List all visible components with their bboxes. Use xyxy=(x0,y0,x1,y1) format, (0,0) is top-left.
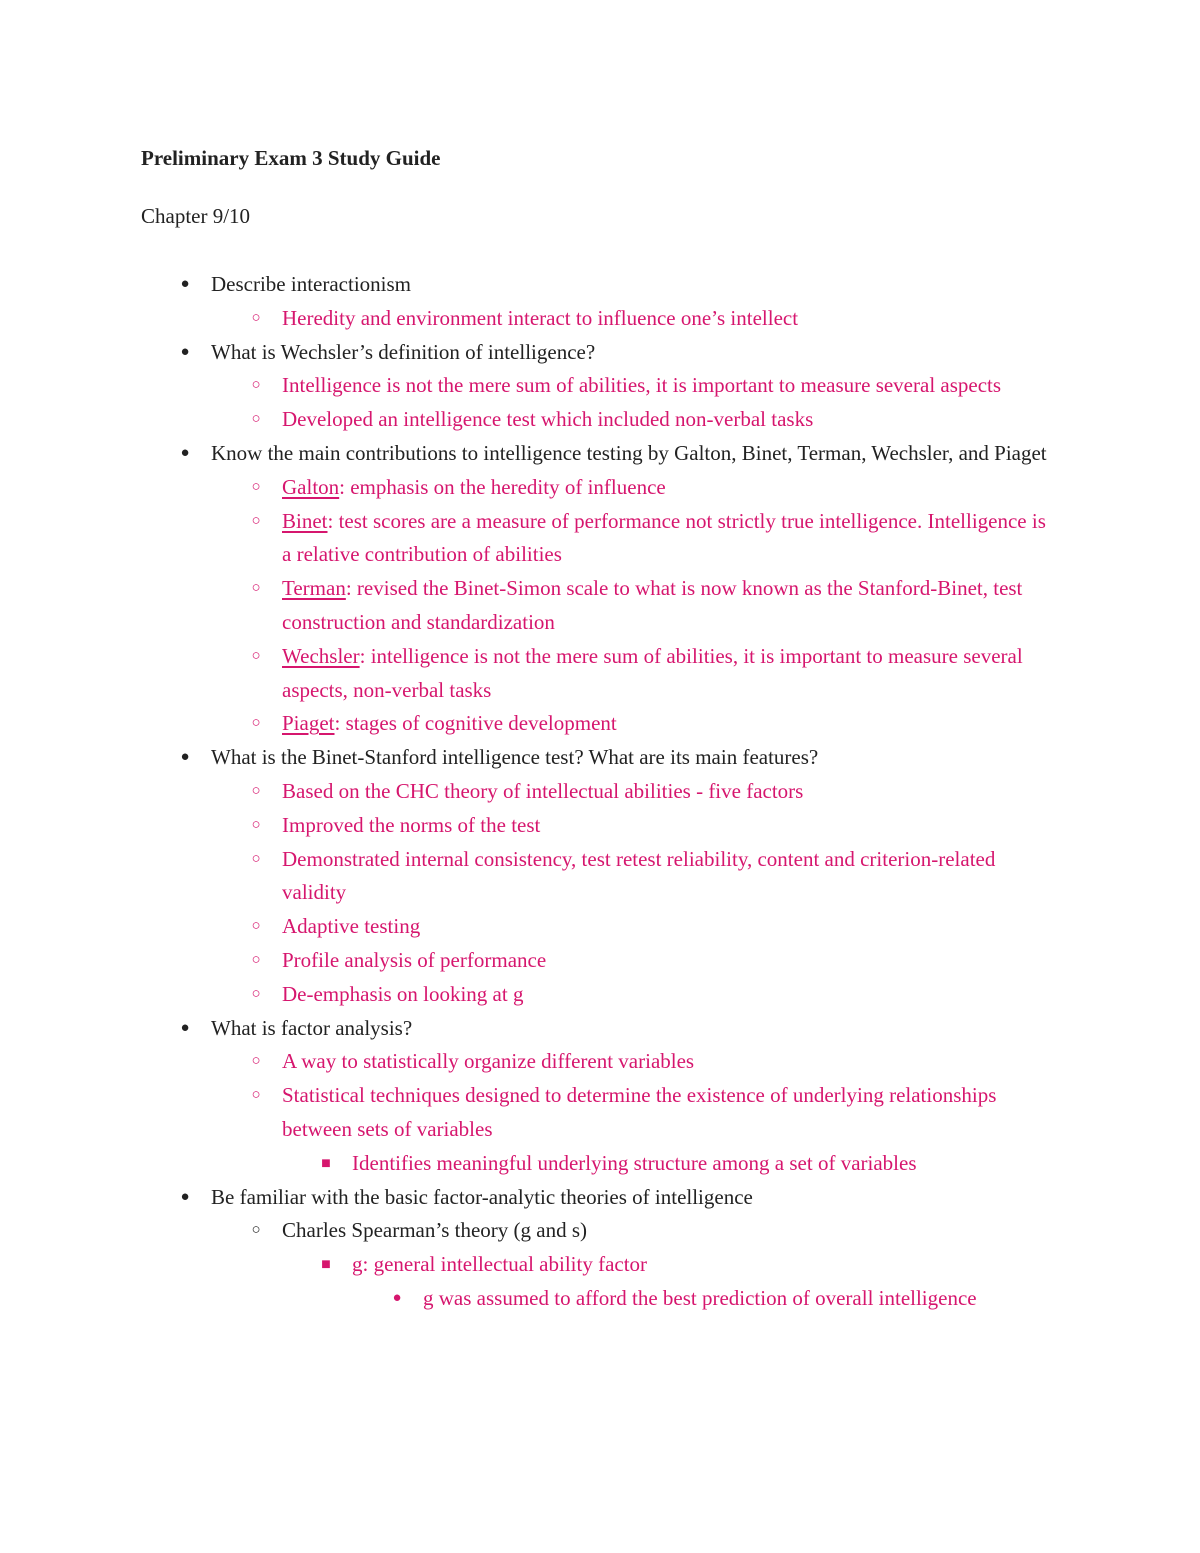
bullet-icon: ● xyxy=(180,1019,190,1036)
circle-bullet-icon: ○ xyxy=(251,918,261,935)
contribution-text: : intelligence is not the mere sum of abilities, it is important to measure several aspects, non-verbal tasks xyxy=(282,643,1023,702)
theory-text: Charles Spearman’s theory (g and s) xyxy=(282,1218,588,1243)
contribution-text: : revised the Binet-Simon scale to what is now known as the Stanford-Binet, test construction and standardization xyxy=(282,576,1023,634)
circle-bullet-icon: ○ xyxy=(251,715,261,732)
question-text: What is the Binet-Stanford intelligence test? What are its main features? xyxy=(211,745,819,770)
circle-bullet-icon: ○ xyxy=(251,478,261,495)
document-title: Preliminary Exam 3 Study Guide xyxy=(141,146,441,170)
answer-text: Statistical techniques designed to determine the existence of underlying relationships between sets of variables xyxy=(282,1083,997,1141)
bullet-icon: ● xyxy=(180,276,190,292)
circle-bullet-icon: ○ xyxy=(251,985,261,1002)
circle-bullet-icon: ○ xyxy=(251,816,261,833)
answer-item xyxy=(0,1079,1200,1147)
answer-item xyxy=(0,1045,1200,1079)
answer-text: Improved the norms of the test xyxy=(282,812,541,837)
circle-bullet-icon: ○ xyxy=(251,1053,261,1070)
answer-item xyxy=(0,775,1200,809)
contribution-text: : emphasis on the heredity of influence xyxy=(339,474,666,499)
answer-item xyxy=(0,978,1200,1012)
answer-text: Demonstrated internal consistency, test retest reliability, content and criterion-related validity xyxy=(282,846,996,905)
circle-bullet-icon: ○ xyxy=(251,647,261,664)
question-text: Describe interactionism xyxy=(211,272,412,296)
contributor-name: Piaget xyxy=(282,711,335,736)
question-binet-stanford xyxy=(0,741,1200,775)
question-text: Know the main contributions to intelligence testing by Galton, Binet, Terman, Wechsler, and Piaget xyxy=(211,440,1047,465)
answer-text: Identifies meaningful underlying structure among a set of variables xyxy=(352,1150,917,1175)
circle-bullet-icon: ○ xyxy=(251,782,261,799)
circle-bullet-icon: ○ xyxy=(251,377,261,394)
answer-text: g: general intellectual ability factor xyxy=(352,1252,648,1277)
answer-text: Heredity and environment interact to influence one’s intellect xyxy=(282,305,799,330)
answer-text: A way to statistically organize different variables xyxy=(282,1049,695,1074)
circle-bullet-icon: ○ xyxy=(251,850,261,867)
contribution-galton xyxy=(0,471,1200,505)
contribution-text: : stages of cognitive development xyxy=(334,711,617,736)
circle-bullet-icon: ○ xyxy=(251,1222,261,1239)
question-text: What is factor analysis? xyxy=(211,1015,413,1040)
answer-subitem xyxy=(0,1248,1200,1282)
contribution-wechsler xyxy=(0,640,1200,708)
contributor-name: Wechsler xyxy=(282,643,360,668)
contribution-binet xyxy=(0,505,1200,573)
answer-subitem xyxy=(0,1147,1200,1181)
contributor-name: Terman xyxy=(282,576,346,601)
answer-text: Adaptive testing xyxy=(282,914,421,939)
circle-bullet-icon: ○ xyxy=(251,309,261,326)
answer-text: Intelligence is not the mere sum of abilities, it is important to measure several aspects xyxy=(282,373,1002,398)
circle-bullet-icon: ○ xyxy=(251,512,261,529)
question-wechsler-definition xyxy=(0,336,1200,370)
circle-bullet-icon: ○ xyxy=(251,411,261,428)
square-bullet-icon: ■ xyxy=(321,1256,331,1274)
square-bullet-icon: ■ xyxy=(321,1154,331,1172)
contributor-name: Binet xyxy=(282,508,328,533)
question-text: What is Wechsler’s definition of intelligence? xyxy=(211,339,596,364)
answer-item xyxy=(0,403,1200,437)
contributor-name: Galton xyxy=(282,474,340,499)
answer-text: Developed an intelligence test which included non-verbal tasks xyxy=(282,407,814,432)
answer-item xyxy=(0,910,1200,944)
answer-text: g was assumed to afford the best prediction of overall intelligence xyxy=(423,1285,977,1310)
bullet-icon: ● xyxy=(180,444,190,461)
circle-bullet-icon: ○ xyxy=(251,951,261,968)
chapter-heading: Chapter 9/10 xyxy=(141,204,251,228)
answer-subsubitem xyxy=(0,1282,1200,1316)
question-factor-analytic-theories xyxy=(0,1181,1200,1215)
answer-text: De-emphasis on looking at g xyxy=(282,981,524,1006)
contribution-terman xyxy=(0,572,1200,640)
answer-item xyxy=(0,843,1200,911)
answer-text: Based on the CHC theory of intellectual abilities - five factors xyxy=(282,778,804,803)
theory-item xyxy=(0,1214,1200,1248)
bullet-icon: ● xyxy=(392,1289,402,1306)
bullet-icon: ● xyxy=(180,749,190,766)
answer-text: Profile analysis of performance xyxy=(282,947,547,972)
question-factor-analysis xyxy=(0,1012,1200,1046)
bullet-icon: ● xyxy=(180,343,190,360)
question-interactionism xyxy=(0,268,1200,302)
answer-item xyxy=(0,809,1200,843)
question-main-contributions xyxy=(0,437,1200,471)
circle-bullet-icon: ○ xyxy=(251,580,261,597)
circle-bullet-icon: ○ xyxy=(251,1087,261,1104)
answer-item xyxy=(0,302,1200,336)
study-guide-list xyxy=(0,268,1200,1316)
bullet-icon: ● xyxy=(180,1188,190,1205)
contribution-piaget xyxy=(0,707,1200,741)
contribution-text: : test scores are a measure of performance not strictly true intelligence. Intelligence is a relative contribution of abilities xyxy=(282,508,1046,567)
answer-item xyxy=(0,369,1200,403)
answer-item xyxy=(0,944,1200,978)
question-text: Be familiar with the basic factor-analytic theories of intelligence xyxy=(211,1184,753,1209)
